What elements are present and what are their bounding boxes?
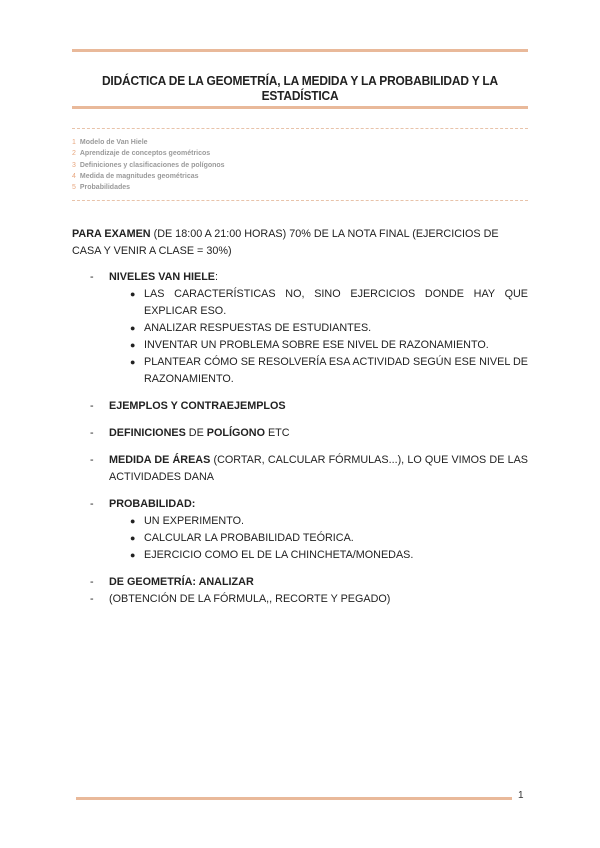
sub-list-item: ● INVENTAR UN PROBLEMA SOBRE ESE NIVEL DE RAZONAMIENTO.: [72, 337, 528, 354]
sub-list-item: ● ANALIZAR RESPUESTAS DE ESTUDIANTES.: [72, 320, 528, 337]
table-of-contents: [72, 137, 225, 193]
bullet-icon: ●: [130, 289, 136, 299]
top-rule: [72, 49, 528, 52]
sub-list-item: ● CALCULAR LA PROBABILIDAD TEÓRICA.: [72, 530, 528, 547]
exam-topics-list: [72, 269, 528, 608]
bullet-icon: ●: [130, 340, 136, 350]
exam-intro-paragraph: PARA EXAMEN (DE 18:00 A 21:00 HORAS) 70% DE LA NOTA FINAL (EJERCICIOS DE CASA Y VENIR A CLASE = 30%): [72, 228, 499, 258]
toc-top-divider: [72, 128, 528, 129]
toc-item[interactable]: 5 Probabilidades: [72, 184, 131, 192]
footer-rule: [76, 797, 512, 800]
sub-list-item: ● UN EXPERIMENTO.: [72, 513, 528, 530]
list-item: - (OBTENCIÓN DE LA FÓRMULA,, RECORTE Y PEGADO): [90, 593, 391, 605]
toc-item[interactable]: 1 Modelo de Van Hiele: [72, 139, 148, 146]
list-item: - DEFINICIONES DE POLÍGONO ETC: [90, 427, 290, 439]
title-underline-rule: [72, 106, 528, 109]
list-item: - EJEMPLOS Y CONTRAEJEMPLOS: [90, 400, 286, 412]
list-item: - MEDIDA DE ÁREAS (CORTAR, CALCULAR FÓRMULAS...), LO QUE VIMOS DE LAS ACTIVIDADES DANA: [90, 454, 528, 483]
bullet-icon: ●: [130, 323, 136, 333]
bullet-icon: ●: [130, 533, 136, 543]
toc-bottom-divider: [72, 200, 528, 201]
page-number: 1: [518, 790, 524, 801]
toc-item[interactable]: 3 Definiciones y clasificaciones de polígonos: [72, 161, 225, 169]
list-item: - NIVELES VAN HIELE:: [90, 271, 218, 283]
list-item: - PROBABILIDAD:: [90, 498, 196, 510]
toc-item[interactable]: 2 Aprendizaje de conceptos geométricos: [72, 150, 211, 158]
sub-list-item: ● EJERCICIO COMO EL DE LA CHINCHETA/MONEDAS.: [72, 547, 528, 564]
bullet-icon: ●: [130, 550, 136, 560]
page-title: DIDÁCTICA DE LA GEOMETRÍA, LA MEDIDA Y LA PROBABILIDAD Y LA ESTADÍSTICA: [101, 73, 499, 103]
list-item: - DE GEOMETRÍA: ANALIZAR: [90, 576, 254, 588]
sub-list-item: ● LAS CARACTERÍSTICAS NO, SINO EJERCICIOS DONDE HAY QUE EXPLICAR ESO.: [130, 288, 528, 317]
sub-list-item: ● PLANTEAR CÓMO SE RESOLVERÍA ESA ACTIVIDAD SEGÚN ESE NIVEL DE RAZONAMIENTO.: [130, 356, 528, 385]
bullet-icon: ●: [130, 516, 136, 526]
bullet-icon: ●: [130, 357, 136, 367]
toc-item[interactable]: 4 Medida de magnitudes geométricas: [72, 172, 199, 180]
